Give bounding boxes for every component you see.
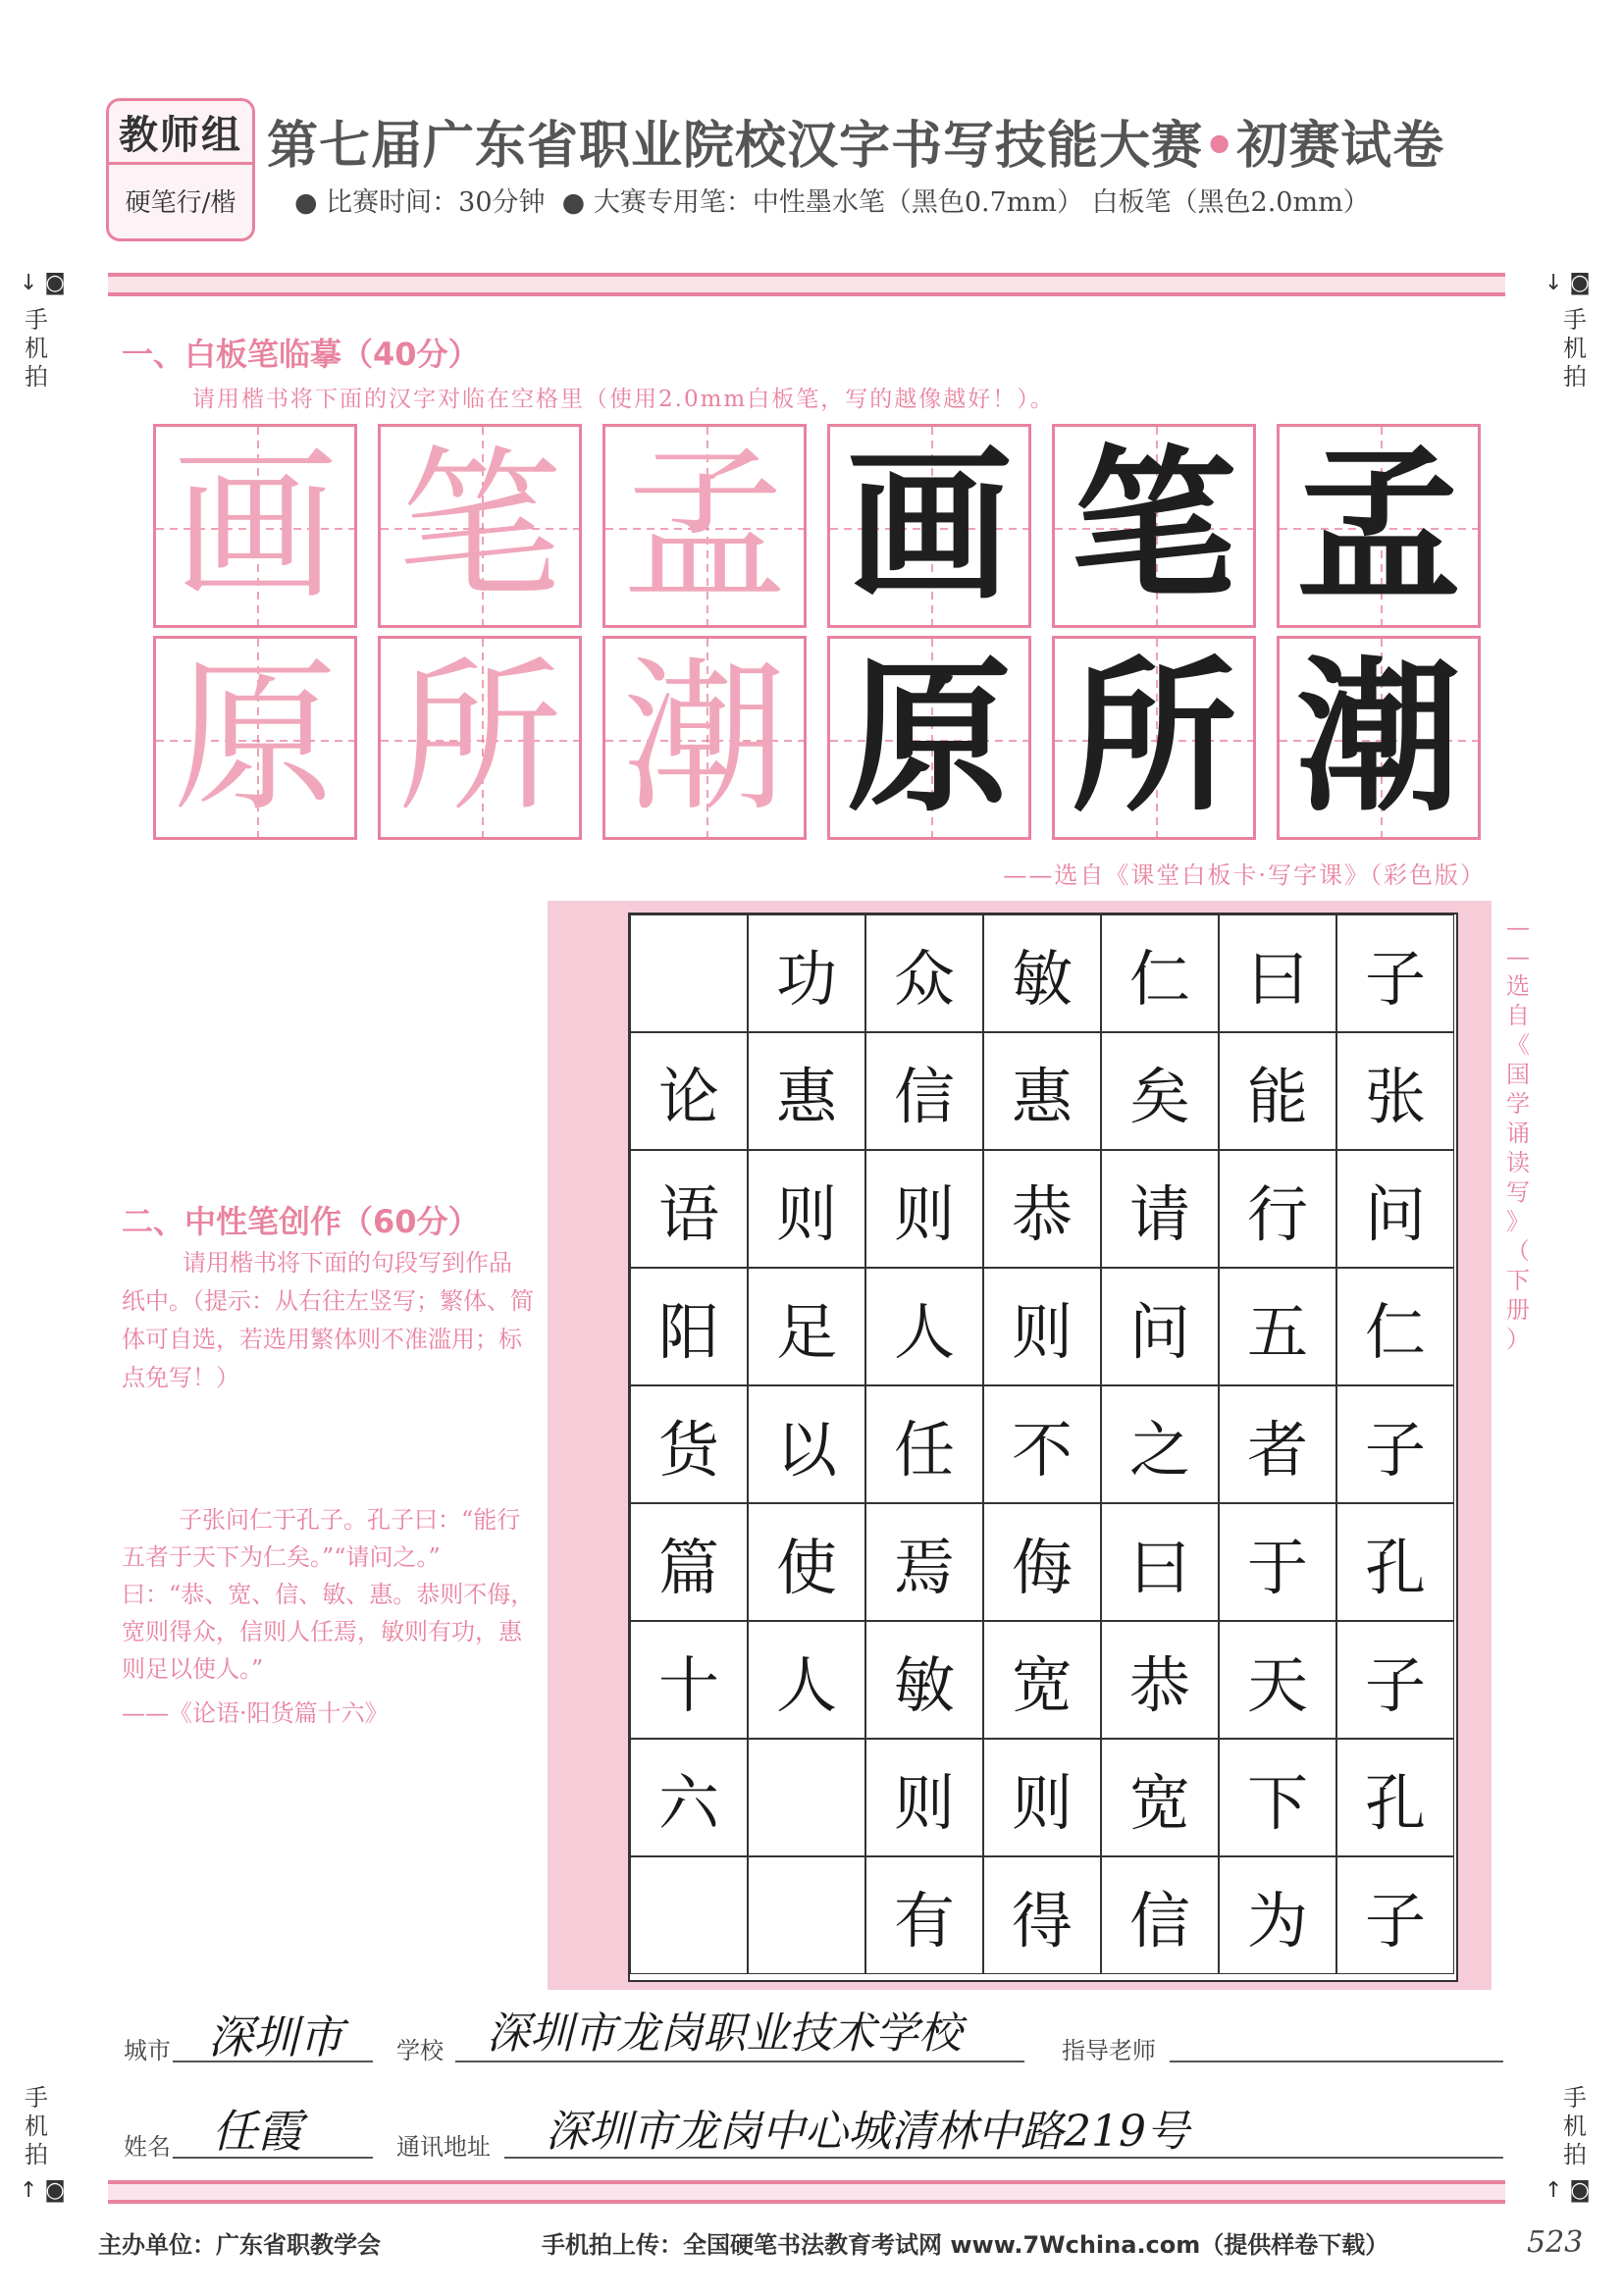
address-label: 通讯地址 — [396, 2133, 491, 2161]
vertical-source-glyph: — — [1506, 913, 1530, 941]
grid-cell[interactable]: 子 — [1336, 1856, 1454, 1974]
vertical-source-glyph: 册 — [1506, 1296, 1530, 1324]
grid-cell[interactable]: 能 — [1219, 1032, 1336, 1150]
vertical-source-glyph: 《 — [1506, 1031, 1530, 1059]
vertical-source-glyph: 读 — [1506, 1149, 1530, 1176]
camera-icon-bottom-right: ↑ ◙ — [1544, 2178, 1591, 2203]
bottom-divider-band — [108, 2180, 1505, 2204]
exam-time: ● 比赛时间：30分钟 — [294, 187, 546, 218]
grid-cell[interactable]: 十 — [630, 1621, 748, 1739]
vertical-source-glyph: 国 — [1506, 1061, 1530, 1088]
grid-cell[interactable]: 者 — [1219, 1385, 1336, 1503]
grid-cell[interactable]: 请 — [1101, 1150, 1219, 1268]
model-character: 所 — [397, 642, 562, 834]
grid-cell[interactable]: 五 — [1219, 1268, 1336, 1385]
grid-cell[interactable]: 得 — [983, 1856, 1101, 1974]
copy-character-box[interactable] — [1052, 424, 1256, 628]
grid-cell[interactable]: 恭 — [1101, 1621, 1219, 1739]
copied-character: 原 — [847, 642, 1012, 834]
grid-cell[interactable]: 以 — [748, 1385, 865, 1503]
grid-cell[interactable]: 有 — [865, 1856, 983, 1974]
grid-cell[interactable]: 惠 — [748, 1032, 865, 1150]
exam-meta — [294, 181, 1370, 219]
copy-character-box[interactable] — [1277, 636, 1481, 840]
grid-cell[interactable]: 信 — [865, 1032, 983, 1150]
grid-cell[interactable]: 则 — [983, 1739, 1101, 1856]
grid-cell[interactable]: 孔 — [1336, 1503, 1454, 1621]
grid-cell[interactable]: 曰 — [1219, 914, 1336, 1032]
vertical-source-glyph: 》 — [1506, 1208, 1530, 1235]
grid-cell[interactable]: 于 — [1219, 1503, 1336, 1621]
grid-cell[interactable] — [630, 914, 748, 1032]
title-tail: 初赛试卷 — [1236, 117, 1445, 176]
vertical-source-glyph: 写 — [1506, 1178, 1530, 1206]
camera-icon-top-right: ↓ ◙ — [1544, 271, 1591, 295]
grid-cell[interactable]: 则 — [865, 1150, 983, 1268]
model-character: 孟 — [622, 430, 787, 622]
city-label: 城市 — [124, 2037, 171, 2064]
section1-heading: 一、白板笔临摹（40分） — [122, 336, 480, 373]
model-character: 潮 — [622, 642, 787, 834]
section2-vertical-source — [1503, 913, 1533, 1354]
grid-cell[interactable]: 宽 — [983, 1621, 1101, 1739]
grid-cell[interactable]: 问 — [1336, 1150, 1454, 1268]
grid-cell[interactable]: 子 — [1336, 1385, 1454, 1503]
grid-cell[interactable]: 行 — [1219, 1150, 1336, 1268]
side-label-top-left: 手 机 拍 — [25, 306, 48, 391]
grid-cell[interactable]: 功 — [748, 914, 865, 1032]
grid-cell[interactable]: 信 — [1101, 1856, 1219, 1974]
grid-cell[interactable]: 人 — [748, 1621, 865, 1739]
grid-cell[interactable]: 人 — [865, 1268, 983, 1385]
grid-cell[interactable]: 为 — [1219, 1856, 1336, 1974]
side-label-top-right: 手 机 拍 — [1563, 306, 1587, 391]
camera-icon-bottom-left: ↑ ◙ — [20, 2178, 66, 2203]
model-character-box — [378, 424, 582, 628]
model-character: 原 — [173, 642, 338, 834]
section2-quote: 子张问仁于孔子。孔子曰：“能行五者于天下为仁矣。”“请问之。” 曰：“恭、宽、信、敏、惠。恭则不侮，宽则得众，信则人任焉，敏则有功，惠则足以使人。” — [122, 1506, 535, 1683]
grid-cell[interactable]: 众 — [865, 914, 983, 1032]
grid-cell[interactable]: 语 — [630, 1150, 748, 1268]
grid-cell[interactable]: 恭 — [983, 1150, 1101, 1268]
grid-cell[interactable]: 问 — [1101, 1268, 1219, 1385]
vertical-source-glyph: — — [1506, 943, 1530, 970]
vertical-source-glyph: 学 — [1506, 1090, 1530, 1118]
grid-cell[interactable]: 任 — [865, 1385, 983, 1503]
copy-character-box[interactable] — [1052, 636, 1256, 840]
grid-cell[interactable]: 货 — [630, 1385, 748, 1503]
group-badge — [106, 98, 255, 241]
copy-character-box[interactable] — [827, 636, 1031, 840]
grid-cell[interactable]: 则 — [748, 1150, 865, 1268]
exam-pen: ● 大赛专用笔：中性墨水笔（黑色0.7mm） 白板笔（黑色2.0mm） — [561, 187, 1370, 218]
address-field[interactable]: 深圳市龙岗中心城清林中路219号 — [546, 2107, 1189, 2157]
model-character-box — [153, 636, 357, 840]
model-character-box — [378, 636, 582, 840]
grid-cell[interactable]: 天 — [1219, 1621, 1336, 1739]
grid-cell[interactable] — [748, 1856, 865, 1974]
section2-heading: 二、中性笔创作（60分） — [122, 1203, 480, 1240]
grid-cell[interactable]: 张 — [1336, 1032, 1454, 1150]
grid-cell[interactable]: 子 — [1336, 914, 1454, 1032]
model-character: 笔 — [397, 430, 562, 622]
grid-cell[interactable]: 侮 — [983, 1503, 1101, 1621]
school-field[interactable]: 深圳市龙岗职业技术学校 — [487, 2009, 962, 2059]
copy-character-box[interactable] — [1277, 424, 1481, 628]
page-title — [267, 104, 1444, 178]
grid-cell[interactable]: 使 — [748, 1503, 865, 1621]
grid-cell[interactable]: 篇 — [630, 1503, 748, 1621]
vertical-source-glyph: （ — [1506, 1237, 1530, 1265]
grid-cell[interactable]: 焉 — [865, 1503, 983, 1621]
copied-character: 笔 — [1072, 430, 1236, 622]
copied-character: 所 — [1072, 642, 1236, 834]
vertical-source-glyph: 下 — [1506, 1267, 1530, 1294]
organizer-text: 主办单位：广东省职教学会 — [98, 2231, 381, 2259]
copied-character: 孟 — [1296, 430, 1461, 622]
grid-cell[interactable]: 不 — [983, 1385, 1101, 1503]
grid-cell[interactable]: 宽 — [1101, 1739, 1219, 1856]
grid-cell[interactable]: 六 — [630, 1739, 748, 1856]
badge-group-label: 教师组 — [109, 101, 252, 165]
vertical-source-glyph: 自 — [1506, 1002, 1530, 1029]
grid-cell[interactable]: 仁 — [1336, 1268, 1454, 1385]
title-main: 第七届广东省职业院校汉字书写技能大赛 — [267, 117, 1204, 176]
grid-cell[interactable]: 下 — [1219, 1739, 1336, 1856]
vertical-source-glyph: 选 — [1506, 972, 1530, 1000]
section2-instruction: 请用楷书将下面的句段写到作品纸中。（提示：从右往左竖写；繁体、简体可自选，若选用繁体则不准滥用；标点免写！） — [122, 1249, 534, 1391]
grid-cell[interactable]: 则 — [865, 1739, 983, 1856]
vertical-source-glyph: 诵 — [1506, 1120, 1530, 1147]
side-label-bottom-right: 手 机 拍 — [1563, 2084, 1587, 2168]
copied-character: 画 — [847, 430, 1012, 622]
name-label: 姓名 — [124, 2133, 171, 2161]
page-number: 523 — [1527, 2225, 1584, 2260]
badge-category-label: 硬笔行/楷 — [125, 187, 236, 218]
grid-cell[interactable]: 敏 — [983, 914, 1101, 1032]
copy-character-box[interactable] — [827, 424, 1031, 628]
grid-cell[interactable]: 论 — [630, 1032, 748, 1150]
grid-cell[interactable]: 子 — [1336, 1621, 1454, 1739]
school-field-line[interactable] — [455, 2061, 1024, 2062]
title-separator: • — [1203, 117, 1237, 176]
camera-icon-top-left: ↓ ◙ — [20, 271, 66, 295]
grid-cell[interactable]: 孔 — [1336, 1739, 1454, 1856]
name-field[interactable]: 任霞 — [212, 2105, 302, 2158]
section1-source: ——选自《课堂白板卡·写字课》（彩色版） — [1003, 861, 1486, 889]
top-divider-band — [108, 273, 1505, 296]
grid-cell[interactable]: 惠 — [983, 1032, 1101, 1150]
vertical-source-text — [1503, 913, 1533, 1354]
grid-cell[interactable]: 曰 — [1101, 1503, 1219, 1621]
model-character-box — [602, 424, 807, 628]
section1-instruction: 请用楷书将下面的汉字对临在空格里（使用2.0mm白板笔，写的越像越好！）。 — [192, 387, 1055, 412]
city-field[interactable]: 深圳市 — [208, 2010, 343, 2063]
section2-quote-source: ——《论语·阳货篇十六》 — [122, 1699, 389, 1727]
grid-cell[interactable] — [630, 1856, 748, 1974]
teacher-field-line[interactable] — [1170, 2061, 1503, 2062]
grid-cell[interactable]: 仁 — [1101, 914, 1219, 1032]
grid-cell[interactable]: 敏 — [865, 1621, 983, 1739]
grid-cell[interactable]: 足 — [748, 1268, 865, 1385]
grid-cell[interactable]: 之 — [1101, 1385, 1219, 1503]
vertical-source-glyph: ） — [1506, 1326, 1530, 1353]
teacher-label: 指导老师 — [1062, 2037, 1156, 2064]
copied-character: 潮 — [1296, 642, 1461, 834]
grid-cell[interactable]: 矣 — [1101, 1032, 1219, 1150]
side-label-bottom-left: 手 机 拍 — [25, 2084, 48, 2168]
model-character-box — [602, 636, 807, 840]
model-character: 画 — [173, 430, 338, 622]
composition-grid — [628, 913, 1458, 1982]
grid-cell[interactable]: 则 — [983, 1268, 1101, 1385]
grid-cell[interactable] — [748, 1739, 865, 1856]
school-label: 学校 — [396, 2037, 444, 2064]
upload-text: 手机拍上传：全国硬笔书法教育考试网 www.7Wchina.com（提供样卷下载） — [542, 2231, 1389, 2259]
grid-cell[interactable]: 阳 — [630, 1268, 748, 1385]
model-character-box — [153, 424, 357, 628]
